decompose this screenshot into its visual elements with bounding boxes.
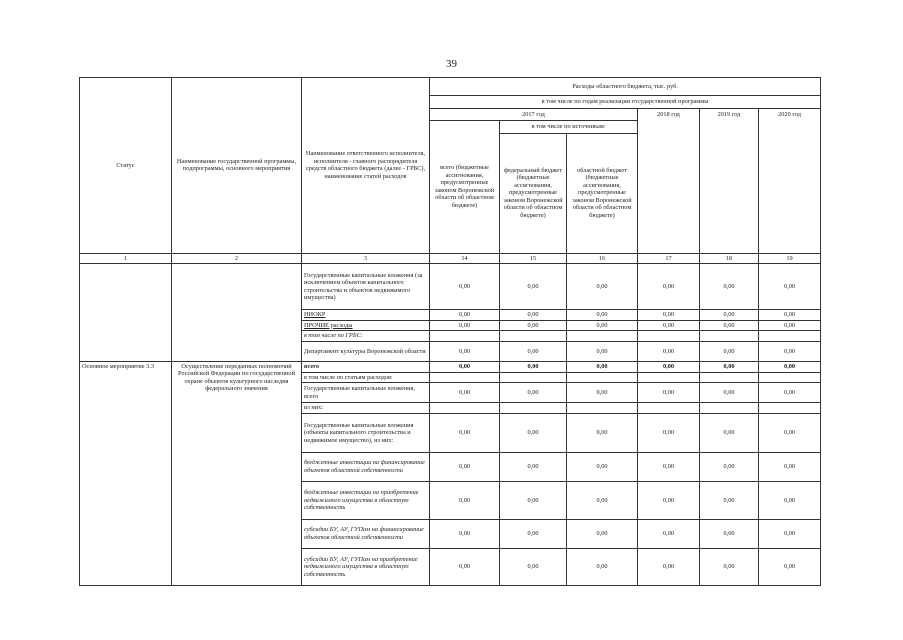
header-regional: областной бюджет (бюджетные ассигнования, предусмотренные законом Воронежской области об областном бюджете) [567, 133, 638, 253]
value-cell: 0,00 [430, 341, 500, 361]
value-cell [700, 403, 759, 414]
value-cell: 0,00 [567, 383, 638, 403]
value-cell: 0,00 [638, 519, 700, 548]
value-cell: 0,00 [700, 519, 759, 548]
header-total: всего (бюджетные ассигнования, предусмотренные законом Воронежской области об областном бюджете) [430, 121, 500, 254]
header-program-name: Наименование государственной программы, подпрограммы, основного мероприятия [172, 78, 302, 254]
value-cell: 0,00 [430, 320, 500, 331]
value-cell [638, 403, 700, 414]
value-cell [759, 331, 821, 342]
name-cell: Осуществление переданных полномочий Российской Федерации по государственной охране объектов культурного наследия федерального значения [172, 361, 302, 585]
value-cell: 0,00 [638, 264, 700, 310]
value-cell: 0,00 [638, 310, 700, 321]
row-label: Государственные капитальные вложения, всего [302, 383, 430, 403]
value-cell: 0,00 [638, 383, 700, 403]
value-cell: 0,00 [430, 519, 500, 548]
header-by-sources: в том числе по источникам: [500, 121, 638, 134]
value-cell [567, 403, 638, 414]
col-number: 17 [638, 253, 700, 264]
value-cell: 0,00 [759, 341, 821, 361]
status-cell: Основное мероприятие 3.3 [80, 361, 172, 585]
value-cell [759, 372, 821, 383]
value-cell: 0,00 [638, 413, 700, 452]
row-label: в том числе по статьям расходов: [302, 372, 430, 383]
status-cell [80, 264, 172, 362]
value-cell: 0,00 [500, 264, 567, 310]
row-label: всего [302, 361, 430, 372]
value-cell: 0,00 [759, 413, 821, 452]
value-cell [700, 372, 759, 383]
header-status: Статус [80, 78, 172, 254]
value-cell: 0,00 [700, 452, 759, 481]
value-cell: 0,00 [430, 548, 500, 585]
value-cell: 0,00 [567, 481, 638, 519]
header-expenses: Расходы областного бюджета, тыс. руб. [430, 78, 821, 96]
value-cell: 0,00 [700, 361, 759, 372]
row-label: Государственные капитальные вложения (за исключением объектов капитального строительства и объектов недвижимого имущества) [302, 264, 430, 310]
value-cell: 0,00 [567, 320, 638, 331]
row-label: субсидии БУ, АУ, ГУПам на приобретение недвижимого имущества в областную собственность [302, 548, 430, 585]
value-cell: 0,00 [759, 310, 821, 321]
value-cell: 0,00 [638, 452, 700, 481]
value-cell [700, 331, 759, 342]
row-label: бюджетные инвестиции на приобретение недвижимого имущества в областную собственность [302, 481, 430, 519]
value-cell: 0,00 [700, 383, 759, 403]
value-cell: 0,00 [567, 519, 638, 548]
value-cell: 0,00 [500, 310, 567, 321]
row-label: субсидии БУ, АУ, ГУПам на финансирование объектов областной собственности [302, 519, 430, 548]
value-cell [567, 372, 638, 383]
value-cell: 0,00 [700, 310, 759, 321]
value-cell [430, 403, 500, 414]
value-cell: 0,00 [500, 383, 567, 403]
page-number: 39 [446, 58, 457, 70]
value-cell: 0,00 [500, 320, 567, 331]
value-cell [638, 372, 700, 383]
col-number: 2 [172, 253, 302, 264]
value-cell: 0,00 [567, 548, 638, 585]
name-cell [172, 264, 302, 362]
value-cell: 0,00 [700, 548, 759, 585]
row-label: из них: [302, 403, 430, 414]
value-cell: 0,00 [430, 481, 500, 519]
value-cell: 0,00 [430, 264, 500, 310]
value-cell: 0,00 [500, 519, 567, 548]
value-cell: 0,00 [567, 310, 638, 321]
header-responsible: Наименование ответственного исполнителя, исполнителя - главного распорядителя средств областного бюджета (далее - ГРБС), наименование статей расходов [302, 78, 430, 254]
value-cell: 0,00 [567, 361, 638, 372]
value-cell: 0,00 [700, 481, 759, 519]
value-cell: 0,00 [567, 452, 638, 481]
value-cell: 0,00 [759, 519, 821, 548]
value-cell: 0,00 [430, 383, 500, 403]
value-cell [500, 372, 567, 383]
header-year-2018: 2018 год [638, 108, 700, 253]
col-number: 15 [500, 253, 567, 264]
value-cell [638, 331, 700, 342]
value-cell: 0,00 [638, 320, 700, 331]
col-number: 19 [759, 253, 821, 264]
value-cell: 0,00 [567, 413, 638, 452]
value-cell: 0,00 [638, 361, 700, 372]
value-cell: 0,00 [700, 341, 759, 361]
value-cell: 0,00 [759, 320, 821, 331]
row-label: Государственные капитальные вложения (объекты капитального строительства и недвижимое имущество), из них: [302, 413, 430, 452]
value-cell: 0,00 [430, 310, 500, 321]
value-cell: 0,00 [500, 481, 567, 519]
row-label: бюджетные инвестиции на финансирование объектов областной собственности [302, 452, 430, 481]
value-cell: 0,00 [500, 413, 567, 452]
value-cell: 0,00 [638, 341, 700, 361]
value-cell: 0,00 [759, 264, 821, 310]
value-cell: 0,00 [700, 320, 759, 331]
table-row [80, 361, 821, 372]
col-number: 1 [80, 253, 172, 264]
value-cell: 0,00 [759, 548, 821, 585]
value-cell [567, 331, 638, 342]
budget-table [79, 77, 821, 586]
row-label: в том числе по ГРБС: [302, 331, 430, 342]
value-cell [759, 403, 821, 414]
header-year-2017: 2017 год [430, 108, 638, 121]
value-cell: 0,00 [500, 452, 567, 481]
value-cell: 0,00 [638, 548, 700, 585]
value-cell [430, 331, 500, 342]
value-cell: 0,00 [700, 264, 759, 310]
row-label: Департамент культуры Воронежской области [302, 341, 430, 361]
value-cell: 0,00 [567, 264, 638, 310]
col-number: 14 [430, 253, 500, 264]
value-cell: 0,00 [700, 413, 759, 452]
value-cell: 0,00 [567, 341, 638, 361]
value-cell: 0,00 [759, 361, 821, 372]
value-cell: 0,00 [430, 413, 500, 452]
value-cell: 0,00 [430, 361, 500, 372]
value-cell: 0,00 [759, 383, 821, 403]
value-cell [430, 372, 500, 383]
header-by-years: в том числе по годам реализации государственной программы [430, 96, 821, 109]
value-cell: 0,00 [430, 452, 500, 481]
header-federal: федеральный бюджет (бюджетные ассигнования, предусмотренные законом Воронежской области об областном бюджете) [500, 133, 567, 253]
value-cell: 0,00 [500, 341, 567, 361]
header-year-2020: 2020 год [759, 108, 821, 253]
value-cell: 0,00 [759, 481, 821, 519]
header-year-2019: 2019 год [700, 108, 759, 253]
table-row [80, 264, 821, 310]
value-cell: 0,00 [759, 452, 821, 481]
value-cell [500, 331, 567, 342]
col-number: 16 [567, 253, 638, 264]
row-label: НИОКР [302, 310, 430, 321]
value-cell: 0,00 [500, 361, 567, 372]
col-number: 18 [700, 253, 759, 264]
value-cell: 0,00 [638, 481, 700, 519]
col-number: 3 [302, 253, 430, 264]
value-cell [500, 403, 567, 414]
row-label: ПРОЧИЕ расходы [302, 320, 430, 331]
value-cell: 0,00 [500, 548, 567, 585]
